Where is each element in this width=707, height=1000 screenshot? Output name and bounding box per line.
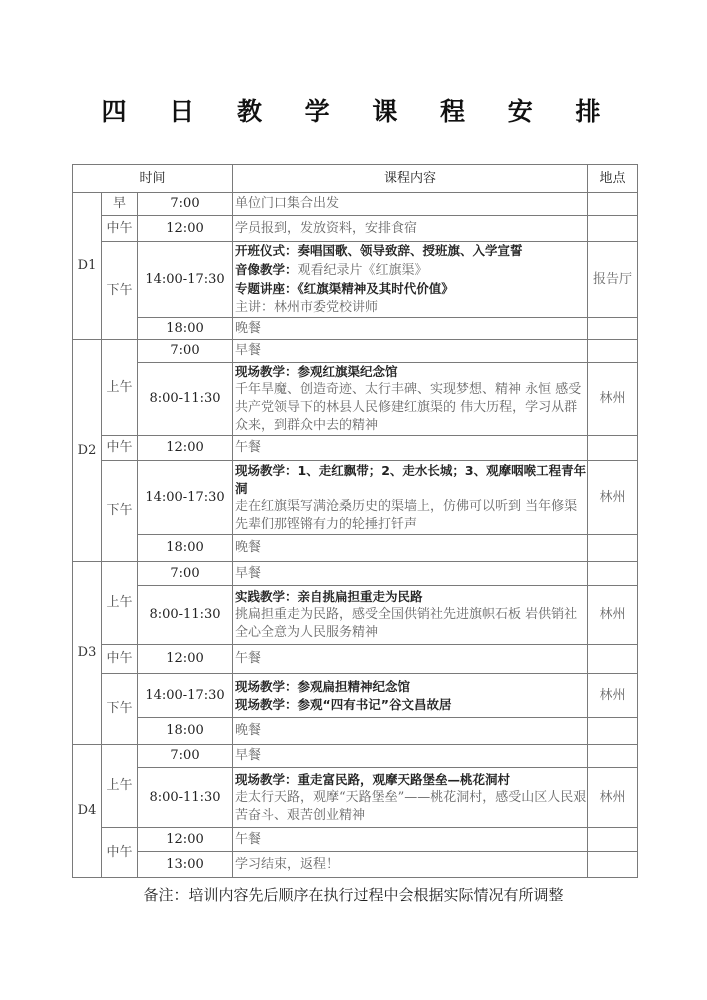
content-title: 现场教学：重走富民路，观摩天路堡垒—桃花洞村 bbox=[235, 771, 511, 787]
content-cell bbox=[233, 242, 588, 318]
table-row bbox=[73, 193, 638, 216]
table-row bbox=[73, 768, 638, 828]
content-line bbox=[235, 280, 587, 299]
time-cell: 14:00-17:30 bbox=[138, 461, 233, 535]
location-cell: 林州 bbox=[588, 363, 638, 436]
location-cell bbox=[588, 216, 638, 242]
table-row bbox=[73, 242, 638, 318]
content-title-2: 现场教学：参观“四有书记”谷文昌故居 bbox=[235, 696, 452, 712]
content-desc: 千年旱魔、创造奇迹、太行丰碑、实现梦想、精神 永恒 感受共产党领导下的林县人民修建红旗渠的 伟大历程，学习从群众来，到群众中去的精神 bbox=[235, 382, 582, 433]
table-row bbox=[73, 562, 638, 586]
time-cell: 8:00-11:30 bbox=[138, 768, 233, 828]
content-line bbox=[235, 242, 587, 261]
time-cell: 12:00 bbox=[138, 216, 233, 242]
time-cell: 12:00 bbox=[138, 436, 233, 461]
location-cell bbox=[588, 828, 638, 852]
table-row bbox=[73, 718, 638, 745]
time-cell: 7:00 bbox=[138, 745, 233, 768]
period-label: 中午 bbox=[102, 645, 138, 674]
period-label: 上午 bbox=[102, 340, 138, 436]
period-label: 上午 bbox=[102, 562, 138, 645]
content-text: 奏唱国歌、领导致辞、授班旗、入学宣誓 bbox=[297, 243, 523, 258]
table-row bbox=[73, 745, 638, 768]
content-desc: 挑扁担重走为民路，感受全国供销社先进旗帜石板 岩供销社全心全意为人民服务精神 bbox=[235, 607, 578, 640]
content-title: 实践教学：亲自挑扁担重走为民路 bbox=[235, 589, 423, 604]
table-row bbox=[73, 852, 638, 878]
content-cell: 单位门口集合出发 bbox=[233, 193, 588, 216]
header-location: 地点 bbox=[588, 165, 638, 193]
time-cell: 12:00 bbox=[138, 645, 233, 674]
day-label: D1 bbox=[73, 193, 102, 340]
content-desc: 走在红旗渠写满沧桑历史的渠墙上，仿佛可以听到 当年修渠先辈们那铿锵有力的轮捶打钎声 bbox=[235, 498, 578, 532]
content-cell: 晚餐 bbox=[233, 718, 588, 745]
location-cell bbox=[588, 718, 638, 745]
content-cell: 午餐 bbox=[233, 645, 588, 674]
period-label: 上午 bbox=[102, 745, 138, 828]
content-title: 现场教学：参观扁担精神纪念馆 bbox=[235, 678, 411, 694]
time-cell: 8:00-11:30 bbox=[138, 586, 233, 645]
location-cell bbox=[588, 436, 638, 461]
day-label: D4 bbox=[73, 745, 102, 878]
content-cell bbox=[233, 461, 588, 535]
location-cell bbox=[588, 340, 638, 363]
location-cell bbox=[588, 193, 638, 216]
content-line bbox=[235, 261, 587, 280]
content-title: 现场教学：参观红旗渠纪念馆 bbox=[235, 364, 398, 379]
table-row bbox=[73, 363, 638, 436]
content-label: 音像教学： bbox=[235, 262, 298, 277]
table-row bbox=[73, 586, 638, 645]
table-row bbox=[73, 436, 638, 461]
header-time: 时间 bbox=[73, 165, 233, 193]
location-cell: 报告厅 bbox=[588, 242, 638, 318]
content-cell bbox=[233, 586, 588, 645]
location-cell bbox=[588, 852, 638, 878]
time-cell: 14:00-17:30 bbox=[138, 674, 233, 718]
content-line: 主讲：林州市委党校讲师 bbox=[235, 300, 379, 315]
location-cell bbox=[588, 745, 638, 768]
location-cell bbox=[588, 645, 638, 674]
footnote: 备注：培训内容先后顺序在执行过程中会根据实际情况有所调整 bbox=[143, 886, 564, 904]
table-row bbox=[73, 340, 638, 363]
table-row bbox=[73, 645, 638, 674]
time-cell: 12:00 bbox=[138, 828, 233, 852]
content-cell bbox=[233, 674, 588, 718]
day-label: D3 bbox=[73, 562, 102, 745]
location-cell: 林州 bbox=[588, 586, 638, 645]
period-label: 下午 bbox=[102, 242, 138, 340]
time-cell: 14:00-17:30 bbox=[138, 242, 233, 318]
content-cell bbox=[233, 363, 588, 436]
time-cell: 18:00 bbox=[138, 318, 233, 340]
table-row bbox=[73, 535, 638, 562]
content-title: 现场教学：1、走红飘带；2、走水长城；3、观摩咽喉工程青年洞 bbox=[235, 462, 587, 496]
day-label: D2 bbox=[73, 340, 102, 562]
table-row bbox=[73, 216, 638, 242]
location-cell: 林州 bbox=[588, 461, 638, 535]
period-label: 中午 bbox=[102, 436, 138, 461]
table-row bbox=[73, 674, 638, 718]
content-cell: 晚餐 bbox=[233, 318, 588, 340]
page-title: 四 日 教 学 课 程 安 排 bbox=[101, 97, 618, 126]
content-cell: 午餐 bbox=[233, 436, 588, 461]
location-cell bbox=[588, 318, 638, 340]
time-cell: 18:00 bbox=[138, 535, 233, 562]
time-cell: 18:00 bbox=[138, 718, 233, 745]
table-row bbox=[73, 318, 638, 340]
content-label: 开班仪式： bbox=[235, 243, 298, 258]
content-text: 《红旗渠精神及其时代价值》 bbox=[297, 281, 454, 296]
location-cell bbox=[588, 562, 638, 586]
time-cell: 7:00 bbox=[138, 562, 233, 586]
period-label: 下午 bbox=[102, 674, 138, 745]
content-desc: 走太行天路，观摩“天路堡垒”——桃花洞村，感受山区人民艰苦奋斗、艰苦创业精神 bbox=[235, 789, 587, 823]
table-row bbox=[73, 461, 638, 535]
time-cell: 13:00 bbox=[138, 852, 233, 878]
period-label: 下午 bbox=[102, 461, 138, 562]
content-cell: 晚餐 bbox=[233, 535, 588, 562]
location-cell bbox=[588, 535, 638, 562]
period-label: 中午 bbox=[102, 216, 138, 242]
time-cell: 8:00-11:30 bbox=[138, 363, 233, 436]
content-cell: 学员报到，发放资料，安排食宿 bbox=[233, 216, 588, 242]
content-cell: 学习结束，返程！ bbox=[233, 852, 588, 878]
period-label: 中午 bbox=[102, 828, 138, 878]
content-cell: 早餐 bbox=[233, 745, 588, 768]
table-row bbox=[73, 828, 638, 852]
content-cell: 早餐 bbox=[233, 562, 588, 586]
content-label: 专题讲座： bbox=[235, 281, 298, 296]
location-cell: 林州 bbox=[588, 674, 638, 718]
content-cell bbox=[233, 768, 588, 828]
time-cell: 7:00 bbox=[138, 193, 233, 216]
content-text: 观看纪录片《红旗渠》 bbox=[297, 263, 428, 278]
content-cell: 早餐 bbox=[233, 340, 588, 363]
table-header-row bbox=[73, 165, 638, 193]
content-cell: 午餐 bbox=[233, 828, 588, 852]
header-content: 课程内容 bbox=[233, 165, 588, 193]
location-cell: 林州 bbox=[588, 768, 638, 828]
period-label: 早 bbox=[102, 193, 138, 216]
schedule-table bbox=[72, 164, 638, 878]
time-cell: 7:00 bbox=[138, 340, 233, 363]
